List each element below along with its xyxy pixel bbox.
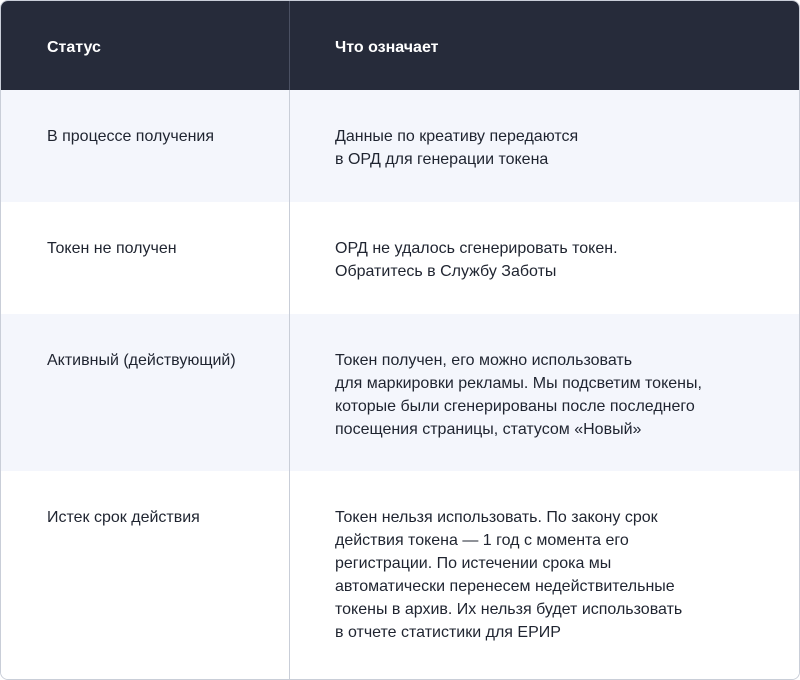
meaning-line: Токен получен, его можно использовать <box>335 352 633 369</box>
meaning-line: которые были сгенерированы после последнего <box>335 398 695 415</box>
meaning-cell <box>289 471 799 679</box>
column-header-status: Статус <box>47 39 101 56</box>
table-row <box>1 202 799 314</box>
status-cell: Истек срок действия <box>47 509 200 526</box>
meaning-line: для маркировки рекламы. Мы подсветим токены, <box>335 375 702 392</box>
status-cell: Активный (действующий) <box>47 352 236 369</box>
status-cell: Токен не получен <box>47 240 177 257</box>
meaning-line: токены в архив. Их нельзя будет использовать <box>335 601 683 618</box>
meaning-line: в ОРД для генерации токена <box>335 151 549 168</box>
column-header-meaning: Что означает <box>335 39 439 56</box>
meaning-line: посещения страницы, статусом «Новый» <box>335 421 642 438</box>
table-header-row <box>1 1 799 90</box>
meaning-line: автоматически перенесем недействительные <box>335 578 675 595</box>
table-row <box>1 314 799 471</box>
table-row <box>1 471 799 679</box>
meaning-cell <box>289 314 799 471</box>
meaning-line: Данные по креативу передаются <box>335 128 579 145</box>
meaning-line: в отчете статистики для ЕРИР <box>335 624 561 641</box>
meaning-line: ОРД не удалось сгенерировать токен. <box>335 240 618 257</box>
status-cell: В процессе получения <box>47 128 215 145</box>
meaning-line: Токен нельзя использовать. По закону срок <box>335 509 658 526</box>
meaning-line: регистрации. По истечении срока мы <box>335 555 612 572</box>
meaning-cell <box>289 90 799 202</box>
meaning-line: действия токена — 1 год с момента его <box>335 532 629 549</box>
table-row <box>1 90 799 202</box>
column-divider <box>289 1 290 679</box>
meaning-line: Обратитесь в Службу Заботы <box>335 263 557 280</box>
meaning-cell <box>289 202 799 314</box>
header-column-divider <box>289 1 290 90</box>
